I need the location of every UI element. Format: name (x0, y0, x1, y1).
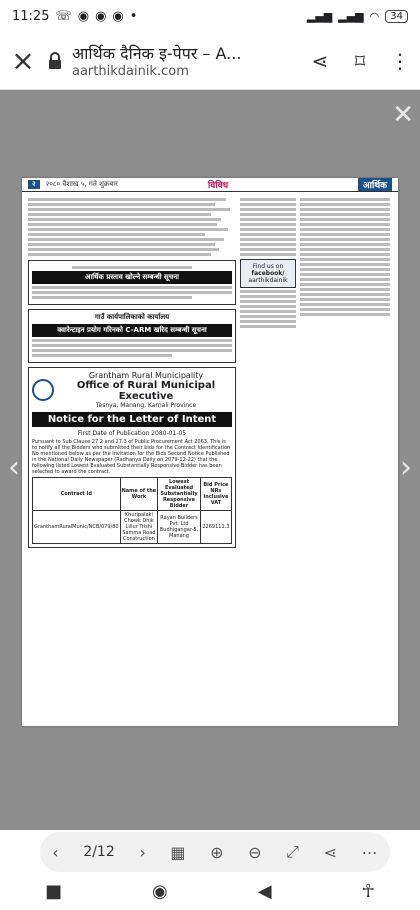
office-location: Tesnya, Manang, Karnali Province (95, 402, 197, 409)
zoom-out-icon[interactable]: ⊖ (248, 842, 262, 862)
table-cell: Rayan Builders Pvt. Ltd Budhigangar-5, Manang (158, 511, 201, 544)
document-viewer[interactable] (0, 90, 420, 830)
section-title: विविध (207, 181, 229, 191)
share-icon[interactable]: ⋖ (311, 48, 329, 73)
viewer-toolbar (40, 832, 390, 872)
notice-band: Notice for the Letter of Intent (32, 412, 232, 427)
office-name: Office of Rural Municipal Executive (76, 380, 216, 402)
notice-office: गाउँ कार्यपालिकाको कार्यालय (94, 313, 170, 321)
ad-line: Find us on (252, 263, 284, 270)
table-header: Contract Id (33, 478, 121, 511)
left-column (28, 196, 236, 548)
municipality-emblem-icon (32, 379, 54, 401)
notice-carm-title: क्वारेन्टाइन प्रयोग गरिनको C-ARM खरिद सम्बन्धी सूचना (32, 324, 232, 337)
previous-page-icon[interactable]: ‹ (8, 450, 20, 485)
signal-icon: ▂▄▆ (306, 9, 333, 23)
signal-icon-2: ▂▄▆ (338, 9, 364, 23)
status-bar (0, 0, 420, 32)
close-viewer-icon[interactable]: ✕ (392, 100, 414, 130)
next-page-button[interactable]: › (139, 842, 146, 862)
newspaper-header (22, 178, 398, 192)
right-columns (300, 196, 390, 318)
overflow-menu-icon[interactable]: ⋮ (390, 48, 410, 73)
ad-line: facebook/ (251, 270, 285, 277)
recent-apps-icon[interactable]: ■ (44, 880, 62, 902)
lock-icon (46, 52, 64, 70)
issue-date: २०८० वैशाख ५, गते शुक्रबार (45, 180, 118, 188)
address-bar (0, 32, 420, 90)
publication-date: First Date of Publication 2080-01-05 (77, 430, 187, 437)
notice-body: Pursuant to Sub Clause 27.2 and 27.3 of Public Procurement Act 2063, This is to notify all the Bidders who submitted their bids for the Contract Identification No mentioned below as per the Invitation for the Bids Second Notice Published in the National Daily Newspaper (Radhanya Daily on 2079-12-22) that the following listed Lowest Evaluated Substantially Responsive Bidder has been selected to award the contract. (32, 439, 231, 475)
table-cell: GranthamRuralMunic/NCB/079/80 (33, 511, 121, 544)
facebook-ad (240, 259, 296, 288)
bookmark-icon[interactable]: ⌑ (354, 48, 366, 73)
notice-title: आर्थिक प्रस्ताव खोल्ने सम्बन्धी सूचना (32, 271, 232, 284)
newspaper-page[interactable] (22, 178, 398, 726)
table-row (33, 511, 232, 544)
table-cell: Khuripalaki Chowk Dhik Lillur Trishi Samma Road Construction (120, 511, 158, 544)
table-header: Bid Price NRs Inclusive VAT (200, 478, 231, 511)
ad-line: aarthikdainik (248, 277, 288, 284)
page-title-block[interactable] (72, 42, 300, 79)
award-table (32, 477, 232, 544)
call-icon: ☏ (55, 8, 72, 24)
prev-page-button[interactable]: ‹ (52, 842, 59, 862)
status-time: 11:25 (12, 8, 50, 24)
table-header: Name of the Work (120, 478, 158, 511)
system-navigation (0, 872, 420, 910)
notice-financial-proposal (28, 260, 236, 305)
close-icon[interactable]: × (11, 44, 35, 77)
notice-carm (28, 309, 236, 363)
next-page-icon[interactable]: › (400, 450, 412, 485)
table-header: Lowest Evaluated Substantially Responsive Bidder (158, 478, 201, 511)
app-icon: ◉ (77, 8, 90, 24)
grantham-notice (28, 367, 236, 548)
middle-column (240, 196, 296, 330)
page-number: २ (28, 180, 40, 189)
municipality-name: Grantham Rural Municipality (88, 371, 204, 380)
battery-indicator: 34 (385, 10, 408, 23)
page-indicator: 2/12 (83, 844, 115, 860)
app-icon-2: ◉ (95, 8, 107, 24)
grid-view-icon[interactable]: ▦ (170, 842, 186, 862)
share-viewer-icon[interactable]: ⋖ (323, 842, 337, 862)
back-icon[interactable]: ◀ (257, 880, 272, 902)
app-icon-3: ◉ (112, 8, 124, 24)
accessibility-icon[interactable]: ☥ (361, 880, 375, 902)
fullscreen-icon[interactable]: ⤢ (286, 842, 299, 861)
more-dots-icon: • (129, 8, 138, 24)
table-cell: 2269111.3 (200, 511, 231, 544)
brand-logo: आर्थिक (358, 178, 392, 191)
wifi-icon: ◠ (369, 9, 380, 23)
home-icon[interactable]: ◉ (151, 880, 168, 902)
page-url: aarthikdainik.com (72, 64, 189, 79)
page-title: आर्थिक दैनिक इ-पेपर – A... (72, 44, 242, 63)
more-icon[interactable]: ⋯ (361, 842, 378, 862)
zoom-in-icon[interactable]: ⊕ (210, 842, 224, 862)
